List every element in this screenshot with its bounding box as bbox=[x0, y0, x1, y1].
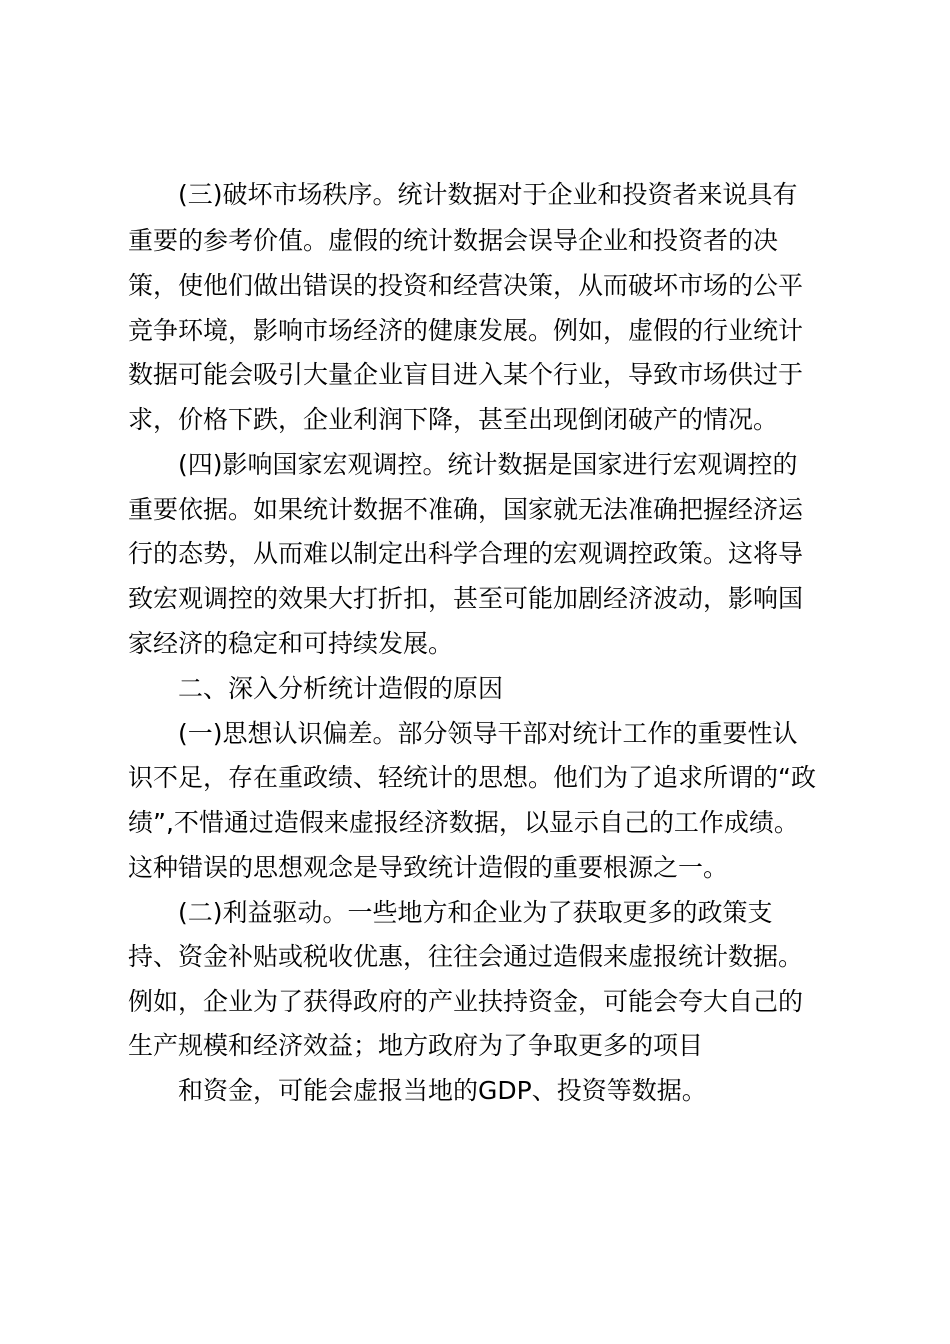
paragraph-line: 求，价格下跌，企业利润下降，甚至出现倒闭破产的情况。 bbox=[128, 405, 779, 434]
paragraph-line: 致宏观调控的效果大打折扣，甚至可能加剧经济波动，影响国 bbox=[128, 584, 804, 613]
paragraph-line: 识不足，存在重政绩、轻统计的思想。他们为了追求所谓的“政 bbox=[128, 763, 816, 792]
paragraph-line: 绩”,不惜通过造假来虚报经济数据，以显示自己的工作成绩。 bbox=[128, 808, 799, 837]
paragraph-line: 策，使他们做出错误的投资和经营决策，从而破坏市场的公平 bbox=[128, 271, 804, 300]
paragraph-line: 竞争环境，影响市场经济的健康发展。例如，虚假的行业统计 bbox=[128, 316, 804, 345]
paragraph-line: 重要的参考价值。虚假的统计数据会误导企业和投资者的决 bbox=[128, 226, 779, 255]
paragraph-line: 持、资金补贴或税收优惠，往往会通过造假来虚报统计数据。 bbox=[128, 942, 804, 971]
paragraph-line: 生产规模和经济效益；地方政府为了争取更多的项目 bbox=[128, 1031, 704, 1060]
paragraph-line: (一)思想认识偏差。部分领导干部对统计工作的重要性认 bbox=[178, 719, 798, 748]
paragraph-line: 家经济的稳定和可持续发展。 bbox=[128, 629, 454, 658]
paragraph-line: 例如，企业为了获得政府的产业扶持资金，可能会夸大自己的 bbox=[128, 987, 804, 1016]
paragraph-line: 数据可能会吸引大量企业盲目进入某个行业，导致市场供过于 bbox=[128, 360, 804, 389]
paragraph-line: 这种错误的思想观念是导致统计造假的重要根源之一。 bbox=[128, 853, 729, 882]
paragraph-line: 重要依据。如果统计数据不准确，国家就无法准确把握经济运 bbox=[128, 495, 804, 524]
paragraph-line: (三)破坏市场秩序。统计数据对于企业和投资者来说具有 bbox=[178, 180, 798, 209]
paragraph-line: (四)影响国家宏观调控。统计数据是国家进行宏观调控的 bbox=[178, 450, 798, 479]
paragraph-line: 行的态势，从而难以制定出科学合理的宏观调控政策。这将导 bbox=[128, 539, 804, 568]
paragraph-line: (二)利益驱动。一些地方和企业为了获取更多的政策支 bbox=[178, 898, 773, 927]
paragraph-line: 和资金，可能会虚报当地的GDP、投资等数据。 bbox=[178, 1076, 707, 1105]
section-heading: 二、深入分析统计造假的原因 bbox=[178, 674, 504, 703]
